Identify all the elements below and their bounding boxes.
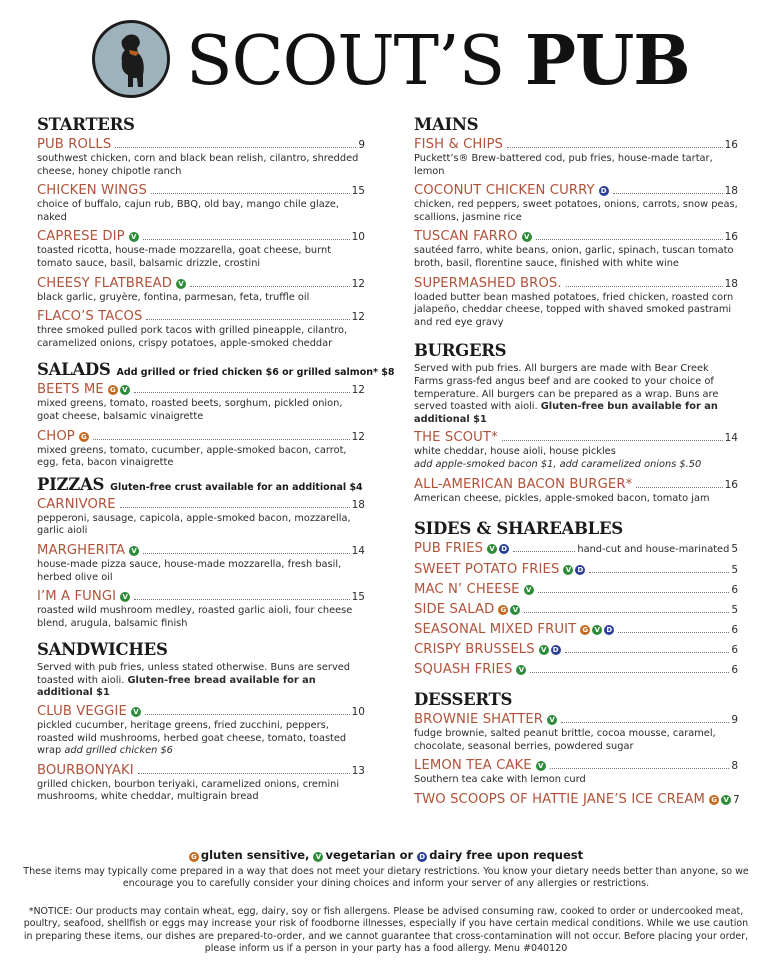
- vegetarian-icon: V: [129, 232, 139, 242]
- item-description: pepperoni, sausage, capicola, apple-smoked bacon, mozzarella, garlic aioli: [37, 512, 351, 537]
- item-price: 16: [724, 478, 738, 491]
- vegetarian-icon: V: [120, 592, 130, 602]
- item-price: 12: [351, 311, 365, 324]
- item-description: three smoked pulled pork tacos with grilled pineapple, cilantro, caramelized onions, crispy potatoes, apple-smoked cheddar: [37, 325, 348, 349]
- menu-item: [414, 229, 738, 270]
- item-name: LEMON TEA CAKE: [414, 758, 532, 774]
- brand-title: SCOUT’S PUB: [186, 21, 690, 101]
- item-price: 9: [358, 139, 365, 151]
- section-title: SANDWICHES: [37, 640, 168, 660]
- section-sides: [414, 519, 738, 678]
- section-salads: [37, 360, 395, 469]
- item-price: 15: [351, 185, 365, 198]
- item-description: American cheese, pickles, apple-smoked bacon, tomato jam: [414, 492, 710, 504]
- menu-item: [37, 543, 365, 584]
- item-name: COCONUT CHICKEN CURRY: [414, 183, 595, 199]
- section-mains: [414, 115, 738, 329]
- vegetarian-icon: V: [547, 715, 557, 725]
- menu-item: [37, 276, 365, 305]
- item-price: 16: [724, 139, 738, 151]
- vegetarian-icon: V: [539, 645, 549, 655]
- dog-silhouette-icon: [92, 20, 170, 98]
- vegetarian-icon: V: [721, 795, 731, 805]
- item-description: toasted ricotta, house-made mozzarella, goat cheese, burnt tomato sauce, basil, balsamic drizzle, crostini: [37, 245, 332, 269]
- item-name: FISH & CHIPS: [414, 137, 503, 152]
- section-title: BURGERS: [414, 341, 507, 361]
- menu-item: [37, 183, 365, 224]
- item-description: chicken, red peppers, sweet potatoes, onions, carrots, snow peas, scallions, jasmine rice: [414, 199, 738, 223]
- left-column: [37, 115, 395, 809]
- section-title: DESSERTS: [414, 690, 513, 710]
- item-description: roasted wild mushroom medley, roasted garlic aioli, four cheese blend, arugula, balsamic finish: [37, 605, 353, 629]
- gluten-sensitive-icon: G: [709, 795, 719, 805]
- item-price: 6: [731, 624, 738, 637]
- item-description: grilled chicken, bourbon teriyaki, caramelized onions, cremini mushrooms, white cheddar, multigrain bread: [37, 778, 340, 803]
- item-price: 6: [731, 664, 738, 677]
- item-price: 15: [351, 591, 365, 604]
- menu-item: [37, 429, 365, 470]
- section-title: STARTERS: [37, 115, 135, 134]
- item-name: TWO SCOOPS OF HATTIE JANE’S ICE CREAM: [414, 791, 705, 807]
- menu-item: [414, 602, 738, 618]
- dairy-free-icon: D: [575, 565, 585, 575]
- item-name: SEASONAL MIXED FRUIT: [414, 622, 577, 638]
- menu-item: [37, 309, 365, 350]
- dairy-free-icon: D: [499, 544, 509, 554]
- menu-item: [414, 758, 738, 787]
- menu-item: [37, 704, 365, 758]
- item-name: SUPERMASHED BROS.: [414, 275, 562, 291]
- menu-item: [37, 229, 365, 270]
- item-description: sautéed farro, white beans, onion, garlic, spinach, tuscan tomato broth, basil, florentine sauce, finished with white wine: [414, 245, 734, 269]
- item-price: 13: [351, 764, 365, 777]
- gluten-sensitive-icon: G: [189, 852, 199, 862]
- item-price: 14: [351, 544, 365, 557]
- section-title: SALADS Add grilled or fried chicken $6 or grilled salmon* $8: [37, 360, 395, 380]
- item-name: CAPRESE DIP: [37, 229, 125, 245]
- vegetarian-icon: V: [313, 852, 323, 862]
- item-price: 5: [731, 604, 738, 617]
- menu-item: [37, 589, 365, 630]
- vegetarian-icon: V: [487, 544, 497, 554]
- item-name: CHICKEN WINGS: [37, 183, 147, 199]
- menu-item: [414, 562, 738, 578]
- vegetarian-icon: V: [516, 665, 526, 675]
- item-description: white cheddar, house aioli, house pickles: [414, 446, 616, 458]
- item-name: THE SCOUT*: [414, 430, 498, 446]
- vegetarian-icon: V: [522, 232, 532, 242]
- item-description: Southern tea cake with lemon curd: [414, 774, 586, 786]
- menu-item: [37, 497, 365, 538]
- dietary-disclaimer: These items may typically come prepared in a way that does not meet your dietary restrictions. You know your dietary needs better than anyone, so we encourage you to carefully consider your dining choices and inform your server of any allergies or restrictions.: [23, 866, 749, 890]
- item-description: mixed greens, tomato, cucumber, apple-smoked bacon, carrot, egg, feta, bacon vinaigrette: [37, 444, 347, 469]
- section-note: Add grilled or fried chicken $6 or grilled salmon* $8: [116, 367, 395, 379]
- item-name: PUB ROLLS: [37, 137, 112, 152]
- menu-item: [37, 382, 365, 423]
- gluten-sensitive-icon: G: [580, 625, 590, 635]
- section-note: Gluten-free crust available for an additional $4: [110, 481, 363, 493]
- vegetarian-icon: V: [536, 761, 546, 771]
- vegetarian-icon: V: [563, 565, 573, 575]
- section-intro: Served with pub fries, unless stated otherwise. Buns are served toasted with aioli. Gluten-free bread available for an additional $1: [37, 662, 351, 699]
- item-name: ALL-AMERICAN BACON BURGER*: [414, 476, 633, 492]
- item-description: house-made pizza sauce, house-made mozzarella, fresh basil, herbed olive oil: [37, 558, 342, 583]
- menu-item: [414, 430, 738, 471]
- menu-item: [414, 792, 738, 808]
- gluten-sensitive-icon: G: [108, 385, 118, 395]
- item-price: 16: [724, 231, 738, 244]
- menu-item: [414, 642, 738, 658]
- item-price: 18: [724, 277, 738, 290]
- section-title: SIDES & SHAREABLES: [414, 519, 623, 539]
- item-name: BEETS ME: [37, 382, 104, 398]
- item-price: 10: [351, 706, 365, 719]
- item-price: 14: [724, 432, 738, 445]
- item-name: CARNIVORE: [37, 496, 116, 512]
- item-price: 12: [351, 430, 365, 443]
- menu-item: [414, 477, 738, 506]
- right-column: [414, 115, 738, 813]
- item-name: I’M A FUNGI: [37, 589, 117, 605]
- item-price: 5: [731, 564, 738, 577]
- dietary-legend: G gluten sensitive, V vegetarian or D dairy free upon request: [0, 848, 772, 862]
- menu-item: [414, 541, 738, 558]
- item-description: southwest chicken, corn and black bean relish, cilantro, shredded cheese, honey chipotle ranch: [37, 153, 359, 177]
- item-name: MAC N’ CHEESE: [414, 582, 520, 598]
- section-intro: Served with pub fries. All burgers are made with Bear Creek Farms grass-fed angus beef and are cooked to your choice of temperature. All burgers can be prepared as a wrap. Buns are served toasted with aioli. Gluten-free bun available for an additional $1: [414, 363, 719, 425]
- item-price: 6: [731, 584, 738, 597]
- dairy-free-icon: D: [417, 852, 427, 862]
- item-name: CRISPY BRUSSELS: [414, 642, 535, 658]
- item-description: loaded butter bean mashed potatoes, fried chicken, roasted corn jalapeño, cheddar cheese, topped with shaved smoked pastrami and red eye gravy: [414, 291, 734, 328]
- menu-item: [414, 582, 738, 598]
- item-name: MARGHERITA: [37, 542, 126, 558]
- item-description: choice of buffalo, cajun rub, BBQ, old bay, mango chile glaze, naked: [37, 199, 340, 223]
- item-price: 5: [731, 543, 738, 556]
- item-price: 12: [351, 277, 365, 290]
- item-price: 10: [351, 231, 365, 244]
- item-description: fudge brownie, salted peanut brittle, cocoa mousse, caramel, chocolate, seasonal berries, powdered sugar: [414, 728, 716, 752]
- item-price: 7: [732, 793, 740, 806]
- allergen-notice: *NOTICE: Our products may contain wheat, egg, dairy, soy or fish allergens. Please be advised consuming raw, cooked to order or undercooked meat, poultry, seafood, shellfish or eggs may increase your risk of foodborne illnesses, especially if you have certain medical conditions. While we use caution in preparing these items, our dishes are prepared-to-order, and we cannot guarantee that cross-contamination will not occur. Before placing your order, please inform us if a person in your party has a food allergy. Menu #040120: [23, 906, 749, 955]
- vegetarian-icon: V: [176, 279, 186, 289]
- section-starters: [37, 115, 365, 350]
- item-name: SWEET POTATO FRIES: [414, 562, 560, 578]
- item-addon: add apple-smoked bacon $1, add caramelized onions $.50: [414, 458, 702, 470]
- item-name: CHOP: [37, 428, 75, 444]
- vegetarian-icon: V: [131, 707, 141, 717]
- item-price: 8: [731, 760, 738, 773]
- section-sandwiches: [37, 640, 365, 804]
- gluten-sensitive-icon: G: [498, 605, 508, 615]
- item-price: 18: [724, 185, 738, 198]
- item-name: CLUB VEGGIE: [37, 704, 127, 720]
- item-name: BOURBONYAKI: [37, 762, 134, 778]
- menu-item: [414, 276, 738, 330]
- dairy-free-icon: D: [604, 625, 614, 635]
- menu-item: [414, 622, 738, 638]
- vegetarian-icon: V: [524, 585, 534, 595]
- item-price: 12: [351, 384, 365, 397]
- item-name: SQUASH FRIES: [414, 662, 513, 678]
- gluten-sensitive-icon: G: [79, 432, 89, 442]
- item-description: black garlic, gruyère, fontina, parmesan, feta, truffle oil: [37, 291, 310, 303]
- menu-item: [414, 712, 738, 753]
- item-description: mixed greens, tomato, roasted beets, sorghum, pickled onion, goat cheese, balsamic vinaigrette: [37, 398, 343, 422]
- item-description: Puckett’s® Brew-battered cod, pub fries, house-made tartar, lemon: [414, 153, 713, 177]
- item-description: pickled cucumber, heritage greens, fried zucchini, peppers, roasted wild mushrooms, herbed goat cheese, tomato, toasted wrap add grilled chicken $6: [37, 720, 347, 757]
- item-price: 18: [351, 498, 365, 511]
- menu-item: [414, 183, 738, 224]
- menu-header: [0, 14, 772, 102]
- item-price: 6: [731, 644, 738, 657]
- menu-item: [414, 137, 738, 178]
- item-note: hand-cut and house-marinated: [577, 544, 730, 556]
- vegetarian-icon: V: [510, 605, 520, 615]
- vegetarian-icon: V: [120, 385, 130, 395]
- vegetarian-icon: V: [129, 546, 139, 556]
- item-name: PUB FRIES: [414, 541, 484, 557]
- vegetarian-icon: V: [592, 625, 602, 635]
- section-title: MAINS: [414, 115, 479, 134]
- menu-item: [37, 763, 365, 804]
- dairy-free-icon: D: [551, 645, 561, 655]
- item-name: FLACO’S TACOS: [37, 309, 143, 325]
- item-name: CHEESY FLATBREAD: [37, 275, 173, 291]
- item-name: SIDE SALAD: [414, 602, 495, 618]
- section-pizzas: [37, 475, 365, 631]
- item-name: BROWNIE SHATTER: [414, 712, 544, 728]
- section-burgers: [414, 341, 738, 505]
- menu-item: [414, 662, 738, 678]
- dairy-free-icon: D: [599, 186, 609, 196]
- item-price: 9: [731, 714, 738, 727]
- item-name: TUSCAN FARRO: [414, 229, 518, 245]
- section-title: PIZZAS Gluten-free crust available for an additional $4: [37, 474, 363, 494]
- menu-item: [37, 137, 365, 178]
- section-desserts: [414, 690, 738, 808]
